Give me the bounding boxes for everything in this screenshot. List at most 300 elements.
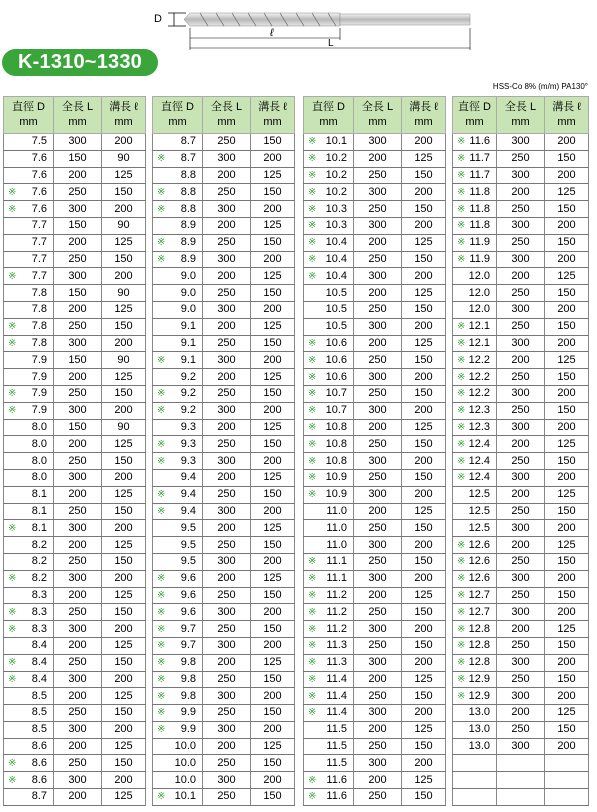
stock-mark-icon: ※	[457, 472, 466, 484]
table-row	[4, 570, 146, 587]
diameter-value: 12.7	[468, 605, 490, 618]
diameter-value: 7.6	[31, 202, 47, 215]
diameter-value: 9.1	[180, 353, 196, 366]
total-length-cell: 300	[203, 721, 251, 738]
diameter-cell	[4, 469, 54, 486]
diameter-value: 10.5	[325, 320, 347, 333]
total-length-cell: 250	[54, 654, 102, 671]
diameter-cell	[453, 251, 497, 268]
table-row	[153, 553, 295, 570]
flute-length-cell: 150	[251, 705, 295, 722]
header-diameter-unit: mm	[168, 116, 187, 128]
stock-mark-icon: ※	[457, 337, 466, 349]
total-length-cell: 200	[203, 520, 251, 537]
diameter-cell	[153, 503, 203, 520]
diameter-value: 8.6	[31, 740, 47, 753]
diameter-value: 9.6	[180, 605, 196, 618]
total-length-cell: 300	[54, 721, 102, 738]
total-length-cell: 250	[497, 637, 545, 654]
total-length-cell: 250	[54, 705, 102, 722]
stock-mark-icon: ※	[457, 606, 466, 618]
flute-length-cell: 200	[251, 201, 295, 218]
diameter-cell	[153, 755, 203, 772]
diameter-cell	[453, 553, 497, 570]
diameter-cell	[304, 184, 354, 201]
diameter-cell	[153, 738, 203, 755]
diameter-cell	[4, 637, 54, 654]
table-row	[4, 553, 146, 570]
diameter-cell	[304, 537, 354, 554]
diameter-cell	[304, 335, 354, 352]
diameter-value: 8.0	[31, 454, 47, 467]
diameter-value: 10.0	[174, 773, 196, 786]
total-length-cell: 200	[497, 537, 545, 554]
diameter-value: 12.1	[468, 336, 490, 349]
total-length-cell: 300	[54, 772, 102, 789]
total-length-cell: 250	[203, 385, 251, 402]
diameter-cell	[153, 285, 203, 302]
header-total-length-label: 全長 L	[61, 101, 94, 113]
flute-length-cell: 90	[102, 352, 146, 369]
table-row	[4, 268, 146, 285]
table-row	[453, 570, 589, 587]
flute-length-cell: 150	[545, 453, 589, 470]
flute-length-cell: 200	[251, 251, 295, 268]
stock-mark-icon: ※	[457, 354, 466, 366]
flute-length-cell: 150	[102, 654, 146, 671]
stock-mark-icon: ※	[157, 673, 166, 685]
diameter-value: 11.6	[469, 135, 490, 148]
diameter-value: 9.6	[180, 588, 196, 601]
table-row	[153, 671, 295, 688]
diameter-cell	[153, 134, 203, 151]
table-row	[4, 755, 146, 772]
header-flute-length-label: 溝長 ℓ	[552, 101, 581, 113]
flute-length-cell: 200	[545, 654, 589, 671]
stock-mark-icon: ※	[457, 640, 466, 652]
diameter-value: 7.7	[31, 252, 47, 265]
table-row	[304, 755, 446, 772]
table-row	[304, 570, 446, 587]
flute-length-cell: 125	[102, 167, 146, 184]
diameter-value: 7.7	[31, 269, 47, 282]
diameter-value: 12.0	[468, 286, 490, 299]
total-length-cell: 300	[54, 621, 102, 638]
diameter-value: 10.4	[325, 252, 347, 265]
flute-length-cell: 200	[402, 654, 446, 671]
total-length-cell: 250	[354, 385, 402, 402]
table-row	[304, 301, 446, 318]
flute-length-cell: 150	[251, 621, 295, 638]
header-flute-length-unit: mm	[263, 116, 282, 128]
diameter-cell	[304, 318, 354, 335]
table-row	[4, 436, 146, 453]
stock-mark-icon: ※	[457, 203, 466, 215]
total-length-cell: 300	[54, 402, 102, 419]
diameter-cell	[153, 352, 203, 369]
total-length-cell: 300	[54, 134, 102, 151]
flute-length-cell: 200	[251, 453, 295, 470]
diameter-value: 8.2	[31, 572, 47, 585]
total-length-cell: 300	[354, 369, 402, 386]
header-diameter-unit: mm	[319, 116, 338, 128]
stock-mark-icon: ※	[308, 237, 317, 249]
table-row	[453, 604, 589, 621]
flute-length-cell: 125	[102, 301, 146, 318]
diameter-cell	[153, 705, 203, 722]
flute-length-cell: 200	[545, 604, 589, 621]
diameter-value: 10.1	[325, 135, 347, 148]
flute-length-cell: 90	[102, 285, 146, 302]
flute-length-cell: 200	[251, 688, 295, 705]
total-length-cell: 300	[354, 184, 402, 201]
flute-length-cell: 125	[251, 738, 295, 755]
diameter-value: 10.5	[325, 286, 347, 299]
flute-length-cell: 125	[102, 789, 146, 806]
stock-mark-icon: ※	[8, 606, 17, 618]
diameter-cell	[4, 537, 54, 554]
flute-length-cell: 200	[545, 469, 589, 486]
table-row	[304, 469, 446, 486]
stock-mark-icon: ※	[457, 321, 466, 333]
header-total-length	[497, 97, 545, 134]
diameter-cell	[4, 251, 54, 268]
diameter-cell	[4, 234, 54, 251]
stock-mark-icon: ※	[157, 153, 166, 165]
table-row	[453, 234, 589, 251]
flute-length-cell: 200	[545, 520, 589, 537]
total-length-cell: 250	[203, 621, 251, 638]
diameter-cell	[453, 705, 497, 722]
total-length-cell: 300	[354, 486, 402, 503]
diameter-cell	[153, 520, 203, 537]
diameter-value: 10.2	[325, 168, 347, 181]
diameter-value: 11.4	[326, 689, 347, 702]
diameter-cell	[453, 167, 497, 184]
diameter-cell	[4, 268, 54, 285]
table-row	[4, 721, 146, 738]
stock-mark-icon: ※	[457, 539, 466, 551]
flute-length-cell: 200	[251, 604, 295, 621]
total-length-cell: 200	[497, 436, 545, 453]
diameter-cell	[453, 621, 497, 638]
total-length-cell: 300	[203, 251, 251, 268]
total-length-cell: 200	[497, 268, 545, 285]
diameter-cell	[304, 352, 354, 369]
table-row	[453, 721, 589, 738]
table-row	[304, 369, 446, 386]
header-flute-length	[251, 97, 295, 134]
table-row	[4, 385, 146, 402]
diameter-cell	[153, 637, 203, 654]
table-row	[453, 520, 589, 537]
flute-length-cell: 150	[251, 285, 295, 302]
flute-length-cell: 200	[402, 217, 446, 234]
flute-length-cell: 125	[251, 369, 295, 386]
total-length-cell: 200	[354, 721, 402, 738]
flute-length-cell: 125	[545, 268, 589, 285]
diameter-value: 10.0	[174, 756, 196, 769]
diameter-value: 9.8	[180, 689, 196, 702]
stock-mark-icon: ※	[157, 388, 166, 400]
flute-length-cell: 150	[251, 134, 295, 151]
stock-mark-icon: ※	[308, 673, 317, 685]
total-length-cell: 150	[54, 419, 102, 436]
total-length-cell: 300	[203, 402, 251, 419]
diameter-cell	[304, 251, 354, 268]
diameter-cell	[453, 134, 497, 151]
flute-length-cell: 200	[545, 688, 589, 705]
diameter-cell	[153, 419, 203, 436]
diameter-cell	[304, 285, 354, 302]
diameter-value: 8.6	[31, 756, 47, 769]
total-length-cell: 150	[54, 352, 102, 369]
total-length-cell: 300	[354, 705, 402, 722]
table-row	[4, 402, 146, 419]
table-row	[4, 453, 146, 470]
flute-length-cell: 125	[402, 721, 446, 738]
stock-mark-icon: ※	[157, 203, 166, 215]
total-length-cell: 300	[54, 570, 102, 587]
stock-mark-icon: ※	[308, 405, 317, 417]
diameter-value: 9.0	[180, 286, 196, 299]
flute-length-cell: 150	[545, 587, 589, 604]
stock-mark-icon: ※	[308, 136, 317, 148]
total-length-cell: 300	[354, 217, 402, 234]
diameter-cell	[304, 436, 354, 453]
table-row	[304, 637, 446, 654]
table-row	[304, 251, 446, 268]
diameter-cell	[4, 184, 54, 201]
flute-length-cell: 150	[102, 184, 146, 201]
diameter-value: 9.5	[180, 538, 196, 551]
drill-diagram	[150, 4, 480, 54]
diameter-cell	[4, 217, 54, 234]
diameter-value: 12.9	[468, 689, 490, 702]
flute-length-cell: 125	[402, 150, 446, 167]
diameter-cell	[453, 318, 497, 335]
stock-mark-icon: ※	[8, 774, 17, 786]
table-row	[304, 335, 446, 352]
diameter-value: 8.7	[180, 135, 196, 148]
diameter-value: 10.4	[325, 269, 347, 282]
table-row	[453, 419, 589, 436]
table-row	[453, 621, 589, 638]
table-row	[153, 234, 295, 251]
diameter-value: 12.6	[468, 538, 490, 551]
table-row	[453, 537, 589, 554]
stock-mark-icon: ※	[457, 690, 466, 702]
diameter-cell	[4, 369, 54, 386]
diameter-value: 9.9	[180, 723, 196, 736]
flute-length-cell: 125	[251, 654, 295, 671]
flute-length-cell: 125	[545, 705, 589, 722]
diameter-value: 9.2	[180, 370, 196, 383]
diameter-cell	[304, 721, 354, 738]
total-length-cell: 200	[203, 167, 251, 184]
flute-length-cell: 150	[402, 637, 446, 654]
total-length-cell: 250	[203, 755, 251, 772]
diameter-cell	[153, 217, 203, 234]
diameter-value: 11.6	[326, 773, 347, 786]
flute-length-cell: 150	[402, 301, 446, 318]
diameter-cell	[304, 486, 354, 503]
diameter-cell	[153, 402, 203, 419]
diameter-value: 9.0	[180, 303, 196, 316]
total-length-cell: 200	[203, 469, 251, 486]
table-row	[153, 621, 295, 638]
diameter-value: 9.9	[180, 706, 196, 719]
flute-length-cell: 150	[545, 150, 589, 167]
diameter-value: 8.9	[180, 252, 196, 265]
table-row	[453, 318, 589, 335]
total-length-cell: 250	[54, 604, 102, 621]
flute-length-cell: 200	[402, 486, 446, 503]
flute-length-cell: 125	[102, 537, 146, 554]
table-row	[304, 201, 446, 218]
flute-length-cell: 125	[402, 419, 446, 436]
flute-length-cell: 200	[545, 419, 589, 436]
diameter-cell	[4, 285, 54, 302]
flute-length-cell: 200	[402, 570, 446, 587]
flute-length-cell: 125	[102, 738, 146, 755]
diameter-value: 9.4	[180, 488, 196, 501]
diameter-value: 9.7	[180, 639, 196, 652]
flute-length-cell: 200	[545, 251, 589, 268]
diameter-cell	[4, 134, 54, 151]
diameter-cell	[153, 335, 203, 352]
flute-length-cell: 200	[102, 570, 146, 587]
flute-length-cell: 200	[545, 738, 589, 755]
table-row	[453, 688, 589, 705]
flute-length-cell: 90	[102, 150, 146, 167]
total-length-cell: 250	[54, 453, 102, 470]
table-row	[453, 167, 589, 184]
diameter-value: 8.6	[31, 773, 47, 786]
stock-mark-icon: ※	[457, 136, 466, 148]
total-length-cell: 250	[203, 671, 251, 688]
diameter-value: 12.6	[468, 555, 490, 568]
diameter-cell	[153, 385, 203, 402]
diameter-value: 10.1	[174, 790, 196, 803]
table-row	[453, 385, 589, 402]
flute-length-cell: 150	[545, 234, 589, 251]
diameter-value: 8.1	[31, 488, 47, 501]
diameter-cell	[153, 654, 203, 671]
diameter-value: 7.6	[31, 152, 47, 165]
diameter-value: 11.8	[469, 219, 490, 232]
table-row	[153, 503, 295, 520]
diameter-cell	[153, 621, 203, 638]
stock-mark-icon: ※	[157, 707, 166, 719]
diameter-value: 7.7	[31, 219, 47, 232]
total-length-cell: 300	[497, 134, 545, 151]
diameter-cell	[304, 134, 354, 151]
total-length-cell: 200	[54, 486, 102, 503]
header-diameter-label: 直徑 D	[12, 101, 45, 113]
flute-length-cell: 125	[402, 285, 446, 302]
flute-length-cell: 150	[102, 385, 146, 402]
flute-length-cell: 125	[402, 587, 446, 604]
diameter-value: 11.5	[326, 756, 347, 769]
total-length-cell: 250	[203, 587, 251, 604]
table-row	[153, 301, 295, 318]
table-row	[153, 654, 295, 671]
table-row	[304, 217, 446, 234]
flute-length-cell: 125	[102, 369, 146, 386]
table-row	[304, 537, 446, 554]
table-row	[304, 318, 446, 335]
total-length-cell: 200	[497, 621, 545, 638]
header-diameter-unit: mm	[19, 116, 38, 128]
total-length-cell: 200	[54, 537, 102, 554]
table-row	[4, 604, 146, 621]
flute-length-cell: 150	[102, 705, 146, 722]
diameter-cell	[4, 553, 54, 570]
total-length-cell: 300	[497, 335, 545, 352]
flute-length-cell: 125	[545, 621, 589, 638]
total-length-cell: 250	[203, 537, 251, 554]
diameter-value: 11.8	[469, 202, 490, 215]
diameter-cell	[304, 167, 354, 184]
table-row	[4, 369, 146, 386]
total-length-cell: 200	[354, 419, 402, 436]
total-length-cell: 200	[203, 268, 251, 285]
stock-mark-icon: ※	[8, 573, 17, 585]
total-length-cell: 300	[203, 301, 251, 318]
stock-mark-icon: ※	[308, 220, 317, 232]
total-length-cell: 250	[54, 251, 102, 268]
diameter-cell	[304, 553, 354, 570]
diameter-value: 8.0	[31, 471, 47, 484]
diameter-cell	[453, 234, 497, 251]
flute-length-cell: 200	[545, 385, 589, 402]
stock-mark-icon: ※	[8, 186, 17, 198]
total-length-cell: 300	[354, 570, 402, 587]
table-row	[453, 436, 589, 453]
flute-length-cell: 125	[402, 671, 446, 688]
diameter-value: 10.0	[174, 740, 196, 753]
total-length-cell: 250	[54, 318, 102, 335]
table-row	[153, 419, 295, 436]
diameter-cell	[153, 671, 203, 688]
total-length-cell: 200	[203, 570, 251, 587]
diameter-cell	[304, 402, 354, 419]
stock-mark-icon: ※	[457, 455, 466, 467]
table-row	[453, 486, 589, 503]
diameter-cell	[4, 604, 54, 621]
header-total-length-unit: mm	[217, 116, 236, 128]
flute-length-cell: 125	[102, 637, 146, 654]
drill-shank	[340, 14, 470, 25]
flute-length-cell: 200	[545, 570, 589, 587]
total-length-cell: 200	[354, 234, 402, 251]
table-row	[304, 621, 446, 638]
stock-mark-icon: ※	[308, 589, 317, 601]
table-row	[153, 520, 295, 537]
table-row	[153, 587, 295, 604]
diameter-cell	[453, 385, 497, 402]
total-length-cell: 250	[497, 587, 545, 604]
total-length-cell: 250	[354, 688, 402, 705]
diameter-cell	[153, 301, 203, 318]
table-row	[304, 789, 446, 806]
table-row	[4, 251, 146, 268]
flute-length-cell: 125	[402, 234, 446, 251]
stock-mark-icon: ※	[308, 690, 317, 702]
total-length-cell: 300	[497, 469, 545, 486]
diameter-value: 7.8	[31, 286, 47, 299]
